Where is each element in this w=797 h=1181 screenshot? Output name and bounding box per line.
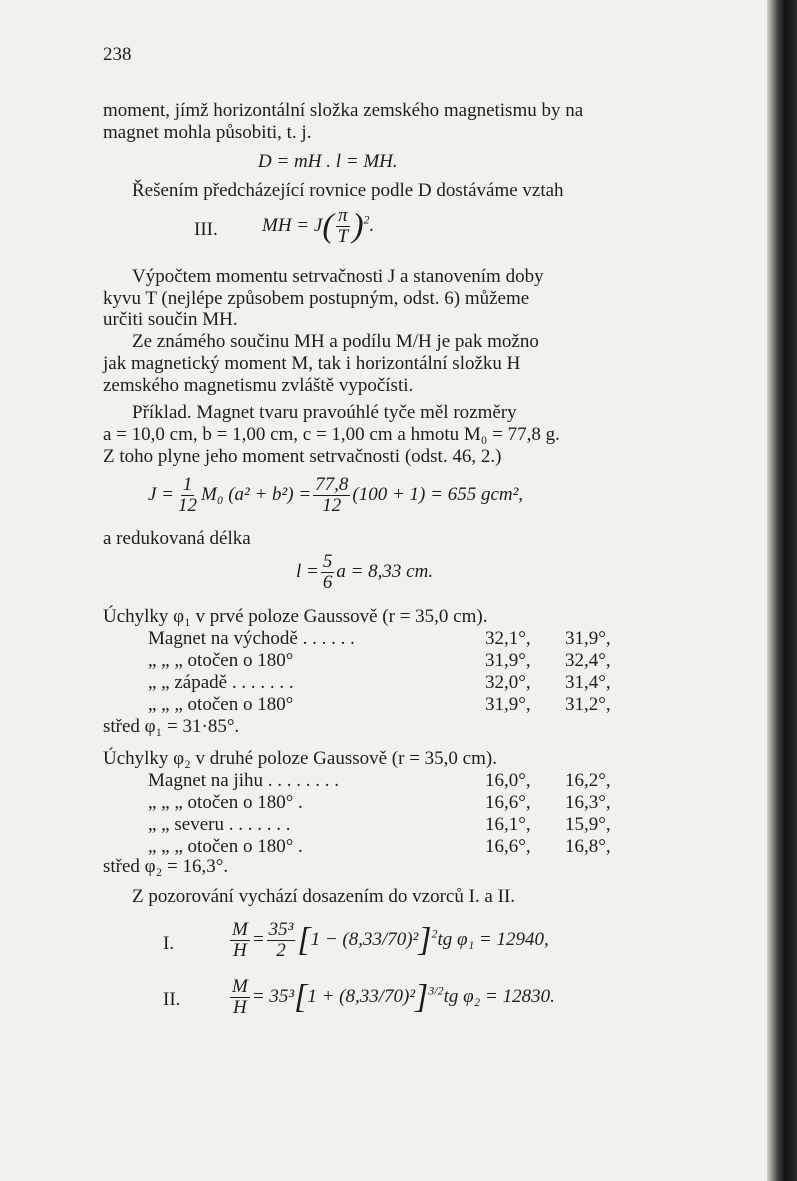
text-line: jak magnetický moment M, tak i horizontální složku H [103, 353, 521, 374]
table-row-label: „ „ západě . . . . . . . [148, 672, 294, 693]
table-cell-value: 16,0°, [485, 770, 531, 791]
table-cell-value: 16,1°, [485, 814, 531, 835]
equation-j: J = $\frac{1}{12}$ M₀ (a² + b²) = $\frac{77,8}{12}$ (100 + 1) = 655 gcm², [148, 474, 524, 516]
table-cell-value: 16,8°, [565, 836, 611, 857]
text-line: Ze známého součinu MH a podílu M/H je pak možno [132, 331, 539, 352]
table-cell-value: 16,2°, [565, 770, 611, 791]
equation-iii: MH = J( $\frac{\pi}{T}$ )$^2$. [262, 205, 375, 247]
table-row-label: „ „ „ otočen o 180° . [148, 792, 303, 813]
table-row-label: „ „ „ otočen o 180° . [148, 836, 303, 857]
table-cell-value: 16,3°, [565, 792, 611, 813]
text-line: moment, jímž horizontální složka zemského magnetismu by na [103, 100, 584, 121]
text-line: zemského magnetismu zvláště vypočísti. [103, 375, 414, 396]
text-line: a redukovaná délka [103, 528, 251, 549]
table-cell-value: 32,4°, [565, 650, 611, 671]
table-cell-value: 31,9°, [565, 628, 611, 649]
text-line: Výpočtem momentu setrvačnosti J a stanovením doby [132, 266, 544, 287]
text-line: Úchylky φ₁ v prvé poloze Gaussově (r = 35,0 cm). [103, 606, 488, 627]
text-line: magnet mohla působiti, t. j. [103, 122, 312, 143]
equation-l: l = $\frac{5}{6}$ a = 8,33 cm. [296, 551, 434, 593]
table-row-label: Magnet na východě . . . . . . [148, 628, 355, 649]
table-row-label: Magnet na jihu . . . . . . . . [148, 770, 340, 791]
table-cell-value: 31,4°, [565, 672, 611, 693]
table-row-label: „ „ „ otočen o 180° [148, 694, 294, 715]
table-cell-value: 32,1°, [485, 628, 531, 649]
text-line: Z toho plyne jeho moment setrvačnosti (odst. 46, 2.) [103, 446, 502, 467]
text-line: Příklad. Magnet tvaru pravoúhlé tyče měl rozměry [132, 402, 517, 423]
equation-label: I. [163, 933, 175, 954]
text-line: střed φ₁ = 31·85°. [103, 716, 240, 737]
text-line: Řešením předcházející rovnice podle D dostáváme vztah [132, 180, 564, 201]
table-cell-value: 32,0°, [485, 672, 531, 693]
equation-d: D = mH . l = MH. [258, 151, 398, 172]
equation-i: $\frac{M}{H}$ = $\frac{\text{35³}}{2}$ $[1 - (8,33/70)^2]^2tg$ φ₁ = 12940, [232, 919, 549, 961]
table-row-label: „ „ severu . . . . . . . [148, 814, 291, 835]
text-line: určiti součin MH. [103, 309, 238, 330]
table-cell-value: 31,2°, [565, 694, 611, 715]
equation-left: MH = J [262, 214, 323, 236]
table-cell-value: 31,9°, [485, 650, 531, 671]
table-cell-value: 15,9°, [565, 814, 611, 835]
equation-ii: $\frac{M}{H}$ = $35^3[1 + (8,33/70)^2]^{3/2}tg$ φ₂ = 12830. [232, 976, 555, 1018]
page-binding-edge [767, 0, 797, 1181]
table-cell-value: 31,9°, [485, 694, 531, 715]
text-line: kyvu T (nejlépe způsobem postupným, odst. 6) můžeme [103, 288, 530, 309]
text-line: střed φ₂ = 16,3°. [103, 856, 229, 877]
text-line: Z pozorování vychází dosazením do vzorců I. a II. [132, 886, 516, 907]
fraction: $\frac{\pi}{T}$ [337, 205, 349, 247]
equation-label: III. [194, 219, 218, 240]
table-row-label: „ „ „ otočen o 180° [148, 650, 294, 671]
equation-label: II. [163, 989, 181, 1010]
table-cell-value: 16,6°, [485, 836, 531, 857]
text-line: a = 10,0 cm, b = 1,00 cm, c = 1,00 cm a hmotu M₀ = 77,8 g. [103, 424, 560, 445]
page-number: 238 [103, 44, 132, 65]
text-line: Úchylky φ₂ v druhé poloze Gaussově (r = 35,0 cm). [103, 748, 497, 769]
table-cell-value: 16,6°, [485, 792, 531, 813]
